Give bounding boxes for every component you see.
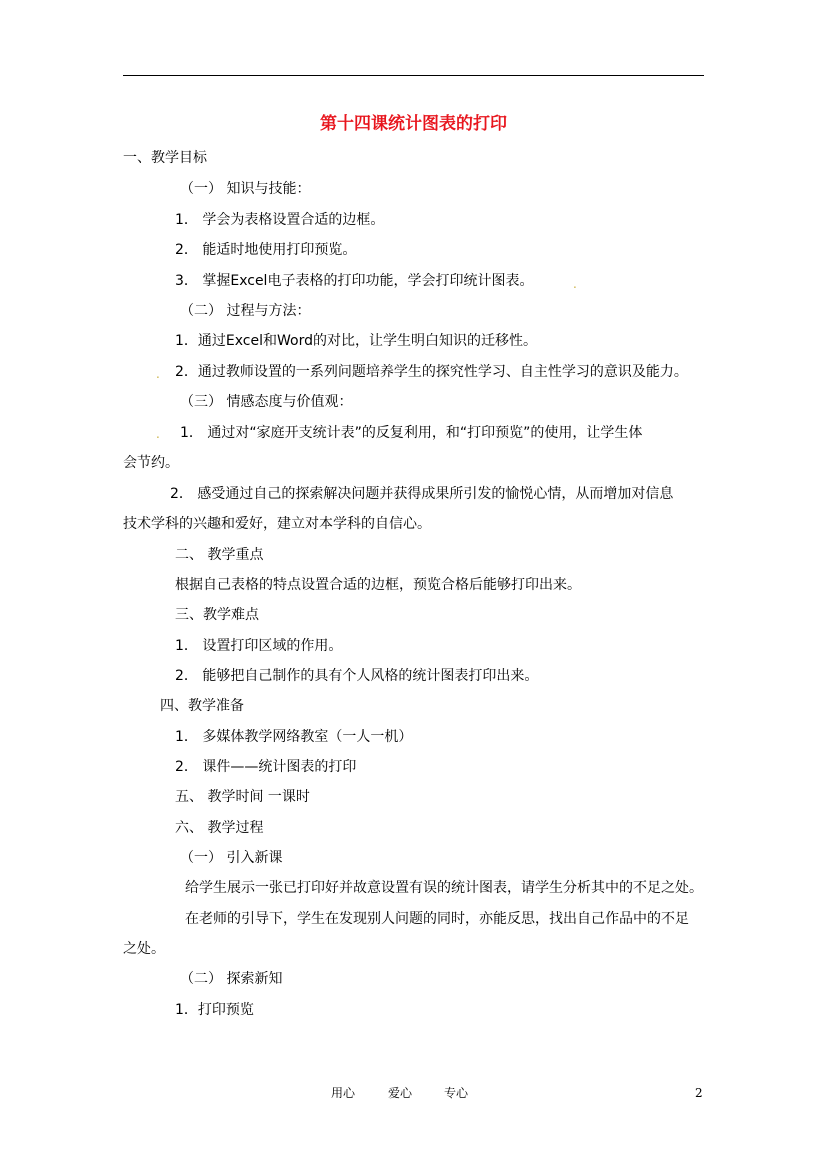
text-line: 2． 课件——统计图表的打印 (175, 759, 357, 775)
text-line: 给学生展示一张已打印好并故意设置有误的统计图表，请学生分析其中的不足之处。 (185, 880, 703, 896)
text-line: 会节约。 (123, 455, 179, 471)
text-line: 1．通过Excel和Word的对比，让学生明白知识的迁移性。 (175, 333, 537, 349)
decorative-dot: . (156, 367, 160, 381)
text-line: 2． 能适时地使用打印预览。 (175, 242, 357, 258)
footer-text: 用心 (331, 1086, 356, 1100)
text-line: 1． 学会为表格设置合适的边框。 (175, 212, 385, 228)
text-line: 2． 感受通过自己的探索解决问题并获得成果所引发的愉悦心情，从而增加对信息 (170, 486, 674, 502)
text-line: 之处。 (123, 941, 165, 957)
text-line: （一） 知识与技能： (180, 181, 311, 197)
page-number: 2 (695, 1086, 703, 1100)
text-line: 二、 教学重点 (175, 547, 264, 563)
text-line: 五、 教学时间 一课时 (175, 789, 310, 805)
text-line: 三、教学难点 (175, 607, 259, 623)
text-line: 1． 通过对“家庭开支统计表”的反复利用，和“打印预览”的使用，让学生体 (180, 425, 643, 441)
text-line: 1．打印预览 (175, 1002, 254, 1018)
text-line: 1． 多媒体教学网络教室（一人一机） (175, 729, 413, 745)
decorative-dot: . (156, 427, 160, 441)
text-line: 1． 设置打印区域的作用。 (175, 638, 343, 654)
text-line: 技术学科的兴趣和爱好，建立对本学科的自信心。 (123, 516, 431, 532)
footer-text: 专心 (444, 1086, 469, 1100)
page-title: 第十四课统计图表的打印 (320, 114, 507, 134)
footer-text: 爱心 (388, 1086, 413, 1100)
text-line: 3． 掌握Excel电子表格的打印功能，学会打印统计图表。 (175, 273, 534, 289)
text-line: 2．通过教师设置的一系列问题培养学生的探究性学习、自主性学习的意识及能力。 (175, 364, 688, 380)
text-line: （三） 情感态度与价值观： (180, 394, 353, 410)
text-line: 六、 教学过程 (175, 820, 264, 836)
decorative-dot: . (573, 277, 577, 291)
header-rule (123, 75, 704, 76)
text-line: （二） 过程与方法： (180, 303, 311, 319)
text-line: （二） 探索新知 (180, 971, 283, 987)
text-line: 四、教学准备 (160, 698, 244, 714)
text-line: （一） 引入新课 (180, 850, 283, 866)
text-line: 在老师的引导下，学生在发现别人问题的同时，亦能反思，找出自己作品中的不足 (185, 911, 689, 927)
text-line: 一、教学目标 (123, 150, 207, 166)
text-line: 2． 能够把自己制作的具有个人风格的统计图表打印出来。 (175, 668, 539, 684)
text-line: 根据自己表格的特点设置合适的边框，预览合格后能够打印出来。 (175, 577, 581, 593)
